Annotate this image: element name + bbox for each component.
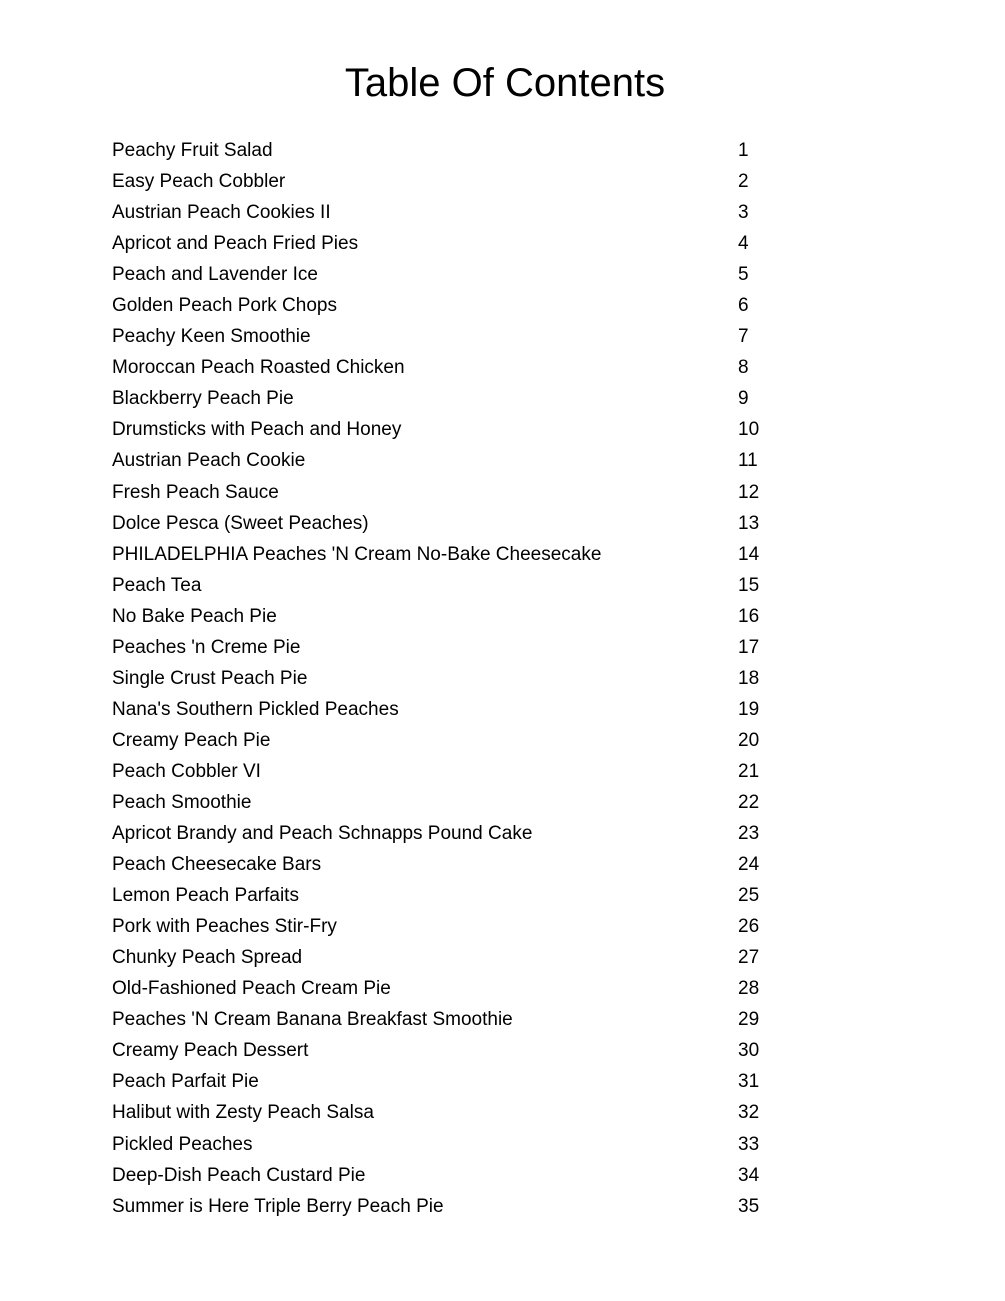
toc-entry-title: Nana's Southern Pickled Peaches bbox=[112, 698, 399, 720]
toc-entry-page-number: 26 bbox=[738, 916, 760, 938]
toc-entry bbox=[112, 447, 812, 478]
toc-entry-page-number: 5 bbox=[738, 264, 749, 286]
toc-entry-page-number: 22 bbox=[738, 791, 760, 813]
toc-entry-page-number: 1 bbox=[738, 140, 749, 161]
toc-entry-title: Drumsticks with Peach and Honey bbox=[112, 419, 402, 441]
toc-entry-title: Lemon Peach Parfaits bbox=[112, 885, 299, 907]
toc-entry-page-number: 11 bbox=[738, 450, 758, 472]
toc-entry bbox=[112, 1099, 812, 1130]
toc-entry-title: Old-Fashioned Peach Cream Pie bbox=[112, 978, 391, 1000]
toc-entry bbox=[112, 944, 812, 975]
toc-entry-title: Peach Cobbler VI bbox=[112, 760, 261, 782]
toc-entry-title: Apricot Brandy and Peach Schnapps Pound Cake bbox=[112, 823, 533, 845]
toc-entry bbox=[112, 230, 812, 261]
toc-entry-title: Fresh Peach Sauce bbox=[112, 481, 279, 503]
toc-entry-title: Creamy Peach Pie bbox=[112, 729, 271, 751]
toc-entry-title: Peach Cheesecake Bars bbox=[112, 854, 322, 876]
toc-entry bbox=[112, 323, 812, 354]
toc-entry-page-number: 29 bbox=[738, 1009, 760, 1031]
page-title: Table Of Contents bbox=[344, 61, 666, 105]
toc-entry-title: Single Crust Peach Pie bbox=[112, 667, 308, 689]
toc-entry-page-number: 16 bbox=[738, 605, 760, 627]
toc-entry bbox=[112, 758, 812, 789]
toc-entry-page-number: 3 bbox=[738, 202, 749, 224]
toc-entry-page-number: 2 bbox=[738, 171, 749, 193]
toc-entry-title: Peachy Keen Smoothie bbox=[112, 326, 311, 348]
toc-entry-title: PHILADELPHIA Peaches 'N Cream No-Bake Cheesecake bbox=[112, 543, 602, 565]
toc-entry bbox=[112, 1131, 812, 1162]
toc-entry-page-number: 10 bbox=[738, 419, 760, 441]
toc-entry-title: Apricot and Peach Fried Pies bbox=[112, 233, 359, 255]
toc-entry-title: Dolce Pesca (Sweet Peaches) bbox=[112, 512, 369, 534]
toc-entry bbox=[112, 603, 812, 634]
toc-entry-page-number: 6 bbox=[738, 295, 749, 317]
toc-entry-page-number: 30 bbox=[738, 1040, 760, 1062]
toc-entry bbox=[112, 1193, 812, 1224]
toc-entry-title: No Bake Peach Pie bbox=[112, 605, 277, 627]
toc-entry bbox=[112, 292, 812, 323]
toc-entry-title: Peach Smoothie bbox=[112, 791, 252, 813]
toc-entry-title: Golden Peach Pork Chops bbox=[112, 295, 337, 317]
toc-entry-page-number: 25 bbox=[738, 885, 760, 907]
toc-entry-page-number: 18 bbox=[738, 667, 760, 689]
toc-entry-title: Pork with Peaches Stir-Fry bbox=[112, 916, 337, 938]
toc-entry-page-number: 21 bbox=[738, 760, 760, 782]
toc-entry-page-number: 12 bbox=[738, 481, 760, 503]
toc-entry-page-number: 28 bbox=[738, 978, 760, 1000]
toc-entry-page-number: 20 bbox=[738, 729, 760, 751]
toc-entry bbox=[112, 665, 812, 696]
toc-entry-title: Summer is Here Triple Berry Peach Pie bbox=[112, 1195, 444, 1217]
toc-entry-title: Peaches 'N Cream Banana Breakfast Smoothie bbox=[112, 1009, 513, 1031]
toc-entry bbox=[112, 696, 812, 727]
toc-entry-title: Creamy Peach Dessert bbox=[112, 1040, 309, 1062]
toc-entry-page-number: 17 bbox=[738, 636, 760, 658]
toc-entry bbox=[112, 385, 812, 416]
table-of-contents bbox=[112, 137, 812, 1224]
toc-entry bbox=[112, 634, 812, 665]
toc-entry-title: Halibut with Zesty Peach Salsa bbox=[112, 1102, 374, 1124]
toc-entry-page-number: 31 bbox=[738, 1071, 760, 1093]
toc-entry bbox=[112, 789, 812, 820]
toc-entry bbox=[112, 199, 812, 230]
toc-entry bbox=[112, 882, 812, 913]
toc-entry-page-number: 33 bbox=[738, 1133, 760, 1155]
toc-entry bbox=[112, 479, 812, 510]
toc-entry bbox=[112, 975, 812, 1006]
toc-entry bbox=[112, 851, 812, 882]
toc-entry bbox=[112, 1037, 812, 1068]
toc-entry bbox=[112, 727, 812, 758]
toc-entry-title: Chunky Peach Spread bbox=[112, 947, 303, 969]
toc-entry-page-number: 19 bbox=[738, 698, 760, 720]
toc-entry-page-number: 27 bbox=[738, 947, 760, 969]
toc-entry bbox=[112, 416, 812, 447]
toc-entry-title: Blackberry Peach Pie bbox=[112, 388, 294, 410]
toc-entry-title: Easy Peach Cobbler bbox=[112, 171, 286, 193]
toc-entry-page-number: 14 bbox=[738, 543, 760, 565]
toc-entry-page-number: 4 bbox=[738, 233, 749, 255]
toc-entry-title: Peach Tea bbox=[112, 574, 202, 596]
toc-entry bbox=[112, 572, 812, 603]
toc-entry-page-number: 24 bbox=[738, 854, 760, 876]
toc-entry-page-number: 35 bbox=[738, 1195, 760, 1217]
toc-entry bbox=[112, 168, 812, 199]
toc-entry-title: Austrian Peach Cookies II bbox=[112, 202, 331, 224]
toc-entry-title: Austrian Peach Cookie bbox=[112, 450, 306, 472]
toc-entry bbox=[112, 913, 812, 944]
toc-entry-page-number: 34 bbox=[738, 1164, 760, 1186]
toc-entry-page-number: 32 bbox=[738, 1102, 760, 1124]
toc-entry bbox=[112, 1006, 812, 1037]
toc-entry bbox=[112, 261, 812, 292]
toc-entry bbox=[112, 1068, 812, 1099]
toc-entry-title: Deep-Dish Peach Custard Pie bbox=[112, 1164, 366, 1186]
toc-entry-page-number: 15 bbox=[738, 574, 760, 596]
toc-entry-title: Peachy Fruit Salad bbox=[112, 140, 273, 161]
toc-entry bbox=[112, 820, 812, 851]
toc-entry-title: Peach and Lavender Ice bbox=[112, 264, 318, 286]
toc-entry-title: Moroccan Peach Roasted Chicken bbox=[112, 357, 405, 379]
toc-entry bbox=[112, 510, 812, 541]
toc-entry-page-number: 8 bbox=[738, 357, 749, 379]
toc-entry-page-number: 23 bbox=[738, 823, 760, 845]
toc-entry-page-number: 7 bbox=[738, 326, 749, 348]
toc-entry bbox=[112, 354, 812, 385]
toc-entry bbox=[112, 137, 812, 168]
toc-entry-title: Peaches 'n Creme Pie bbox=[112, 636, 301, 658]
toc-entry bbox=[112, 541, 812, 572]
toc-entry-page-number: 13 bbox=[738, 512, 760, 534]
toc-entry bbox=[112, 1162, 812, 1193]
toc-entry-title: Pickled Peaches bbox=[112, 1133, 253, 1155]
toc-entry-page-number: 9 bbox=[738, 388, 749, 410]
toc-entry-title: Peach Parfait Pie bbox=[112, 1071, 259, 1093]
